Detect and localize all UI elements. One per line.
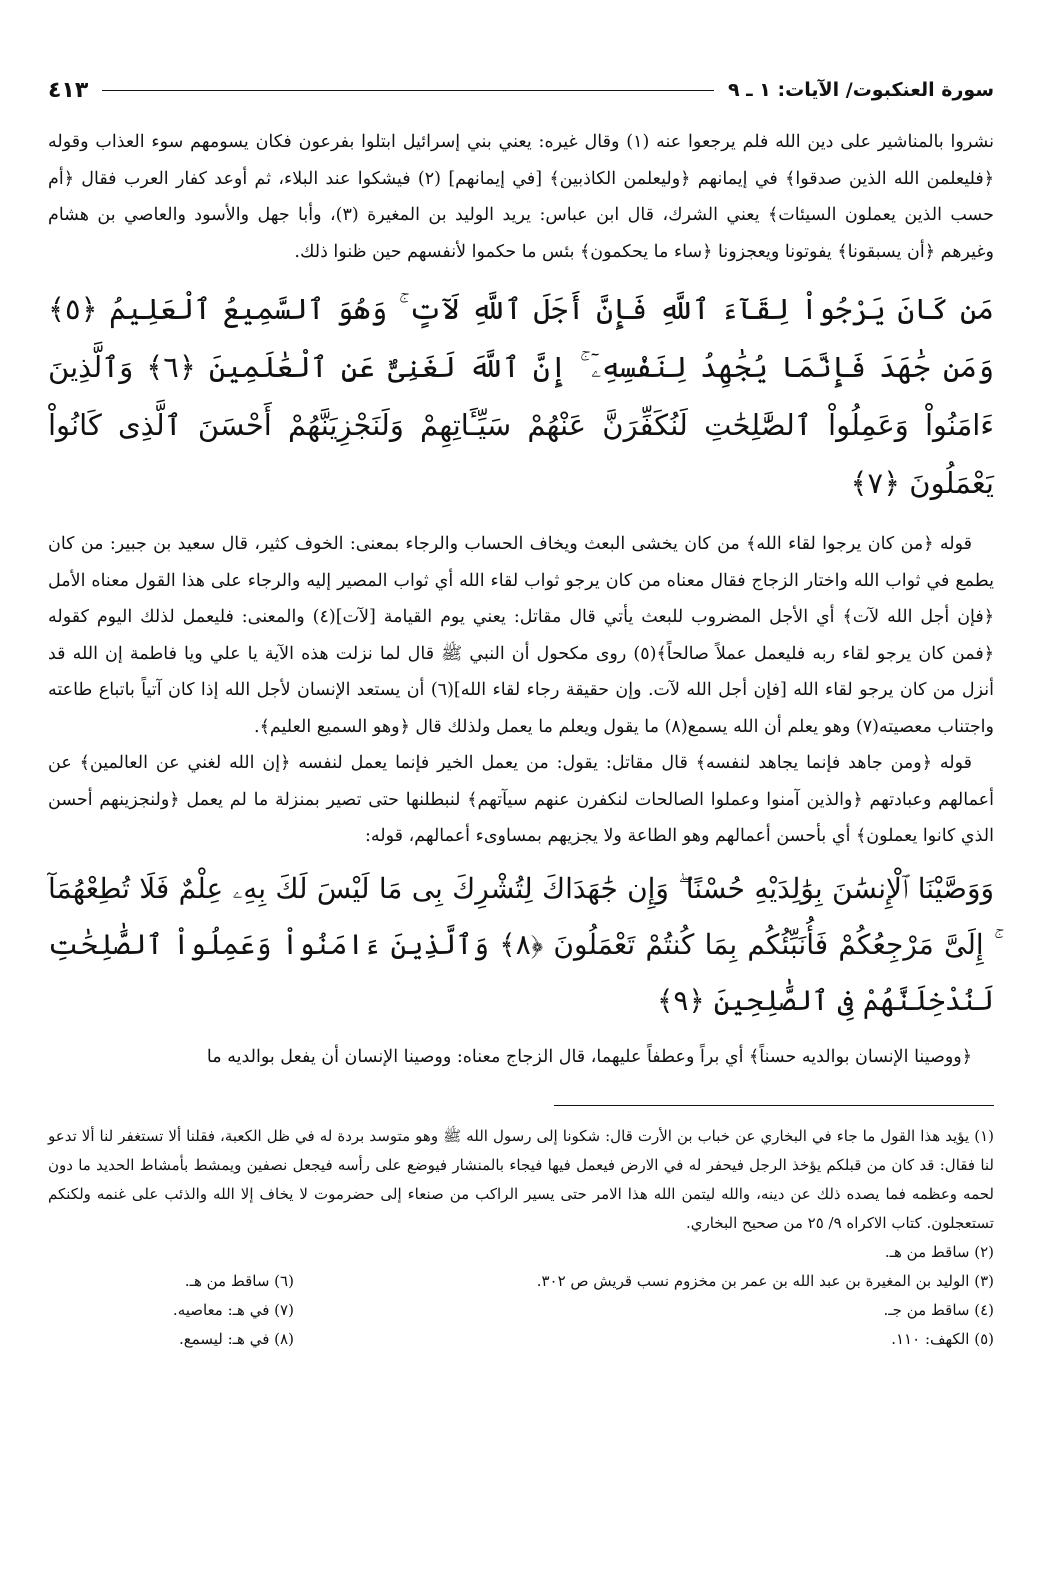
- quran-verses-8-9: وَوَصَّيْنَا ٱلْإِنسَٰنَ بِوَٰلِدَيْهِ حُسْنًا ۖ وَإِن جَٰهَدَاكَ لِتُشْرِكَ بِى مَا لَيْسَ لَكَ بِهِۦ عِلْمٌ فَلَا تُطِعْهُمَآ ۚ إِلَىَّ مَرْجِعُكُمْ فَأُنَبِّئُكُم بِمَا كُنتُمْ تَعْمَلُونَ ﴿٨﴾ وَٱلَّذِينَ ءَامَنُواْ وَعَمِلُواْ ٱلصَّٰلِحَٰتِ لَنُدْخِلَنَّهُمْ فِى ٱلصَّٰلِحِينَ ﴿٩﴾: [48, 871, 994, 1017]
- footnote-2: (٢) ساقط من هـ.: [884, 1243, 994, 1261]
- page-body: [48, 124, 994, 1354]
- footnote-3: (٣) الوليد بن المغيرة بن عبد الله بن عمر بن مخزوم نسب قريش ص ٣٠٢.: [536, 1272, 994, 1290]
- footnote-4: (٤) ساقط من جـ.: [883, 1301, 994, 1319]
- footnote-5: (٥) الكهف: ١١٠.: [891, 1330, 994, 1348]
- paragraph-3: قوله ﴿ومن جاهد فإنما يجاهد لنفسه﴾ قال مقاتل: يقول: من يعمل الخير فإنما يعمل لنفسه ﴿إن الله لغني عن العالمين﴾ عن أعمالهم وعبادتهم ﴿والذين آمنوا وعملوا الصالحات لنكفرن عنهم سيآتهم﴾ لنبطلنها حتى تصير بمنزلة ما لم يعمل ﴿ولنجزينهم أحسن الذي كانوا يعملون﴾ أي بأحسن أعمالهم وهو الطاعة ولا يجزيهم بمساوىء أعمالهم، قوله:: [48, 753, 994, 846]
- paragraph-4: ﴿ووصينا الإنسان بوالديه حسناً﴾ أي براً وعطفاً عليهما، قال الزجاج معناه: ووصينا الإنسان أن يفعل بوالديه ما: [206, 1046, 972, 1067]
- quran-verses-5-7: مَن كَانَ يَرْجُواْ لِقَآءَ ٱللَّهِ فَإِنَّ أَجَلَ ٱللَّهِ لَآتٍ ۚ وَهُوَ ٱلسَّمِيعُ ٱلْعَلِيمُ ﴿٥﴾ وَمَن جَٰهَدَ فَإِنَّمَا يُجَٰهِدُ لِنَفْسِهِۦٓ ۚ إِنَّ ٱللَّهَ لَغَنِىٌّ عَنِ ٱلْعَٰلَمِينَ ﴿٦﴾ وَٱلَّذِينَ ءَامَنُواْ وَعَمِلُواْ ٱلصَّٰلِحَٰتِ لَنُكَفِّرَنَّ عَنْهُمْ سَيِّـَٔاتِهِمْ وَلَنَجْزِيَنَّهُمْ أَحْسَنَ ٱلَّذِى كَانُواْ يَعْمَلُونَ ﴿٧﴾: [48, 292, 994, 500]
- footnote-separator: [554, 1105, 994, 1106]
- footnote-column-left: [48, 1238, 294, 1354]
- footnote-6: (٦) ساقط من هـ.: [184, 1272, 294, 1290]
- footnote-column-right: [464, 1238, 994, 1354]
- footnote-8: (٨) في هـ: ليسمع.: [178, 1330, 294, 1348]
- chapter-title: سورة العنكبوت/ الآيات: ١ ـ ٩: [727, 79, 994, 101]
- footnotes: [48, 1122, 994, 1354]
- footnote-1: (١) يؤيد هذا القول ما جاء في البخاري عن خباب بن الأرت قال: شكونا إلى رسول الله ﷺ وهو متوسد بردة له في ظل الكعبة، فقلنا ألا تستغفر لنا ألا تدعو لنا فقال: قد كان من قبلكم يؤخذ الرجل فيحفر له في الارض فيعمل فيها فيجاء بالمنشار فيوضع على رأسه فيجعل نصفين ويمشط بأمشاط الحديد ما دون لحمه وعظمه فما يصده ذلك عن دينه، والله ليتمن الله هذا الامر حتى يسير الراكب من صنعاء إلى حضرموت لا يخاف إلا الله والذئب على غنمه ولكنكم تستعجلون. كتاب الاكراه ٩/ ٢٥ من صحيح البخاري.: [48, 1127, 994, 1232]
- paragraph-2: قوله ﴿من كان يرجوا لقاء الله﴾ من كان يخشى البعث ويخاف الحساب والرجاء بمعنى: الخوف كثير، قال سعيد بن جبير: من كان يطمع في ثواب الله واختار الزجاج فقال معناه من كان يرجو ثواب لقاء الله أي ثواب المصير إليه والرجاء على هذا القول معناه الأمل ﴿فإن أجل الله لآت﴾ أي الأجل المضروب للبعث يأتي قال مقاتل: يعني يوم القيامة [لآت](٤) والمعنى: فليعمل لذلك اليوم كقوله ﴿فمن كان يرجو لقاء ربه فليعمل عملاً صالحاً﴾(٥) روى مكحول أن النبي ﷺ قال لما نزلت هذه الآية يا علي ويا فاطمة إن الله قد أنزل من كان يرجو لقاء الله [فإن أجل الله لآت. وإن حقيقة رجاء لقاء الله](٦) أن يستعد الإنسان لأجل الله إذا كان آتياً باتباع طاعته واجتناب معصيته(٧) وهو يعلم أن الله يسمع(٨) ما يقول ويعلم ما يعمل ولذلك قال ﴿وهو السميع العليم﴾.: [48, 534, 994, 737]
- running-header: [48, 72, 994, 108]
- page-number: ٤١٣: [48, 77, 89, 103]
- header-rule: [102, 90, 714, 91]
- footnote-7: (٧) في هـ: معاصيه.: [172, 1301, 294, 1319]
- paragraph-1: نشروا بالمناشير على دين الله فلم يرجعوا عنه (١) وقال غيره: يعني بني إسرائيل ابتلوا بفرعون فكان يسومهم سوء العذاب وقوله ﴿فليعلمن الله الذين صدقوا﴾ في إيمانهم ﴿وليعلمن الكاذبين﴾ [في إيمانهم] (٢) فيشكوا عند البلاء، ثم أوعد كفار العرب فقال ﴿أم حسب الذين يعملون السيئات﴾ يعني الشرك، قال ابن عباس: يريد الوليد بن المغيرة (٣)، وأبا جهل والأسود والعاصي بن هشام وغيرهم ﴿أن يسبقونا﴾ يفوتونا ويعجزونا ﴿ساء ما يحكمون﴾ بئس ما حكموا لأنفسهم حين ظنوا ذلك.: [48, 132, 995, 262]
- footnote-columns: [48, 1238, 994, 1354]
